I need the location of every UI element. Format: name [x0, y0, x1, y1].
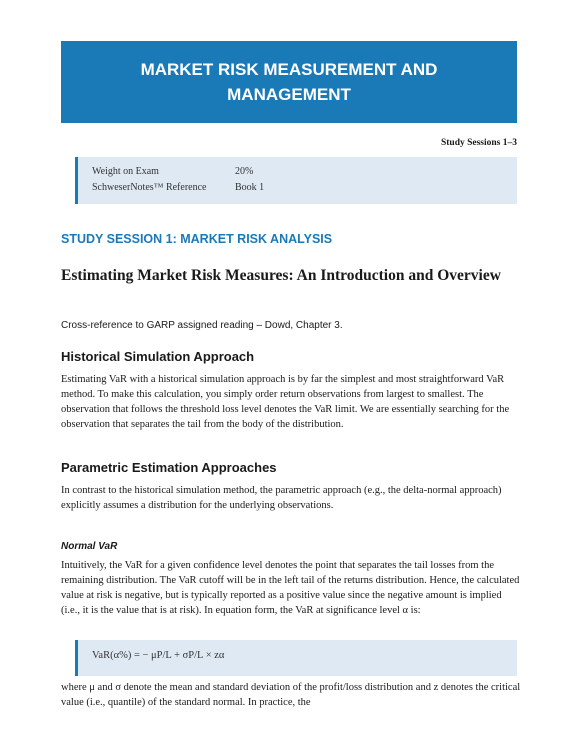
sub-heading-normal-var: Normal VaR	[61, 541, 118, 552]
info-value: 20%	[235, 166, 254, 177]
info-row-weight	[92, 164, 517, 180]
var-formula-box	[75, 640, 517, 676]
chapter-title: MARKET RISK MEASUREMENT AND MANAGEMENT	[140, 60, 438, 104]
info-key: Weight on Exam	[92, 166, 159, 177]
section-heading-parametric: Parametric Estimation Approaches	[61, 460, 277, 475]
cross-reference: Cross-reference to GARP assigned reading – Dowd, Chapter 3.	[61, 320, 343, 331]
var-formula: VaR(α%) = − μP/L + σP/L × zα	[92, 650, 225, 661]
exam-info-box	[75, 157, 517, 204]
reading-title: Estimating Market Risk Measures: An Introduction and Overview	[61, 267, 501, 284]
study-session-heading: STUDY SESSION 1: MARKET RISK ANALYSIS	[61, 232, 333, 246]
section-heading-historical: Historical Simulation Approach	[61, 349, 255, 364]
info-key: SchweserNotes™ Reference	[92, 182, 207, 193]
paragraph-normal-var: Intuitively, the VaR for a given confidence level denotes the point that separates the tail losses from the remaining distribution. The VaR cutoff will be in the left tail of the returns distribution. Hence, the calculated value at risk is negative, but is typically reported as a positive value since the negative amount is implied (i.e., it is the value that is at risk). In equation form, the VaR at significance level α is:	[61, 560, 520, 616]
paragraph-historical: Estimating VaR with a historical simulation approach is by far the simplest and most straightforward VaR method. To make this calculation, you simply order return observations from largest to smallest. The observation that follows the threshold loss level denotes the VaR limit. We are essentially searching for the observation that separates the tail from the body of the distribution.	[61, 374, 510, 430]
study-sessions-label: Study Sessions 1–3	[440, 138, 517, 148]
info-row-reference	[92, 180, 517, 196]
chapter-banner	[61, 41, 517, 123]
paragraph-parametric: In contrast to the historical simulation method, the parametric approach (e.g., the delta-normal approach) explicitly assumes a distribution for the underlying observations.	[61, 485, 502, 511]
info-value: Book 1	[235, 182, 265, 193]
paragraph-after-formula: where μ and σ denote the mean and standard deviation of the profit/loss distribution and z denotes the critical value (i.e., quantile) of the standard normal. In practice, the	[61, 682, 521, 708]
